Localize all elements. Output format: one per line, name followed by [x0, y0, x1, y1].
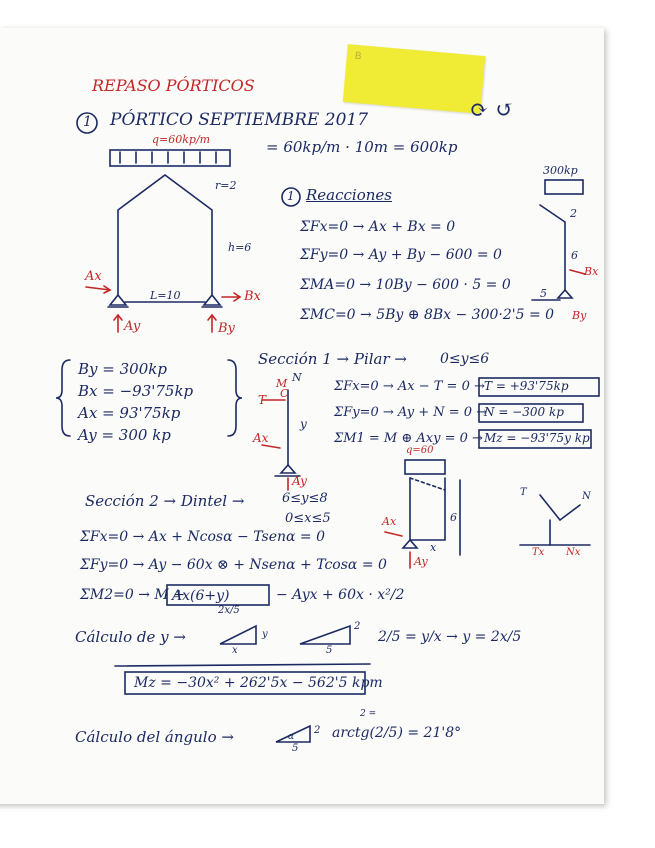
- section1-answer: T = +93'75kp: [484, 379, 569, 393]
- section2-ay-label: Ay: [414, 555, 428, 568]
- frame-ax-label: Ax: [85, 269, 102, 284]
- frame-bx-label: Bx: [244, 289, 261, 304]
- section2-range-x: 0≤x≤5: [285, 511, 331, 526]
- frame-h-label: h=6: [228, 241, 252, 254]
- section1-ay-label: Ay: [292, 474, 307, 488]
- section2-range-y: 6≤y≤8: [282, 491, 328, 506]
- section2-q-label: q=60: [406, 445, 434, 456]
- mini-frame: [540, 205, 565, 290]
- angle-five: 5: [292, 743, 299, 754]
- load-label: q=60kp/m: [152, 133, 211, 146]
- section2-moment-tail: − Ayx + 60x · x²/2: [276, 587, 405, 603]
- section1-c-label: C: [280, 387, 289, 400]
- angle-label: Cálculo del ángulo →: [75, 728, 234, 746]
- section1-eq: ΣFy=0 → Ay + N = 0 →: [334, 405, 488, 420]
- angle-two: 2: [314, 725, 321, 736]
- calc-y-label: Cálculo de y →: [75, 628, 186, 646]
- section1-n-label: N: [292, 371, 302, 384]
- reactions-number: 1: [287, 189, 295, 203]
- problem-header: PÓRTICO SEPTIEMBRE 2017: [110, 110, 369, 130]
- section2-heading: Sección 2 → Dintel →: [85, 492, 245, 510]
- force-nx-label: Nx: [566, 547, 581, 558]
- angle-alpha: α: [288, 732, 295, 742]
- problem-number: 1: [83, 114, 92, 130]
- reaction-eq: ΣMC=0 → 5By ⊕ 8Bx − 300·2'5 = 0: [300, 307, 555, 323]
- section2-ax-label: Ax: [382, 515, 397, 528]
- force-tx-label: Tx: [532, 547, 545, 558]
- calc-y-x: x: [232, 645, 238, 656]
- section1-range: 0≤y≤6: [440, 351, 490, 367]
- section2-eq: ΣFy=0 → Ay − 60x ⊗ + Nsenα + Tcosα = 0: [80, 557, 387, 573]
- reactions-heading: Reacciones: [306, 186, 392, 204]
- side-bx-label: Bx: [584, 265, 599, 278]
- section1-ax-label: Ax: [253, 431, 269, 445]
- section2-moment-box: Ax(6+y): [172, 588, 230, 604]
- side-two-label: 2: [570, 207, 577, 220]
- section1-eq: ΣM1 = M ⊕ Axy = 0 →: [334, 431, 483, 446]
- reaction-eq: ΣFy=0 → Ay + By − 600 = 0: [300, 247, 502, 263]
- result-bx: Bx = −93'75kp: [78, 382, 194, 400]
- force-n-label: N: [582, 491, 591, 502]
- load-block: [110, 150, 230, 166]
- section2-eq: ΣM2=0 → M +: [80, 587, 185, 603]
- section1-answer: N = −300 kp: [484, 405, 564, 419]
- section1-eq: ΣFx=0 → Ax − T = 0 →: [334, 379, 485, 394]
- calc-y-five: 5: [326, 645, 333, 656]
- calc-y-ratio: 2/5 = y/x → y = 2x/5: [378, 629, 522, 645]
- side-five-label: 5: [540, 287, 547, 300]
- angle-over: 2 =: [360, 709, 377, 719]
- result-ax: Ax = 93'75kp: [78, 404, 181, 422]
- calc-y-two: 2: [354, 621, 361, 632]
- side-six-label: 6: [571, 249, 578, 262]
- section1-t-label: T: [258, 393, 267, 407]
- section2-moment-sub: 2x/5: [218, 605, 240, 616]
- section1-y-label: y: [300, 417, 307, 431]
- sign-convention-icon: ⟳ ↺: [470, 98, 514, 123]
- reaction-eq: ΣMA=0 → 10By − 600 · 5 = 0: [300, 277, 511, 293]
- load-conversion: = 60kp/m · 10m = 600kp: [266, 138, 458, 156]
- side-by-label: By: [572, 309, 587, 322]
- section2-six-label: 6: [450, 511, 457, 524]
- result-by: By = 300kp: [78, 360, 167, 378]
- reaction-eq: ΣFx=0 → Ax + Bx = 0: [300, 219, 456, 235]
- frame-ay-label: Ay: [124, 319, 141, 334]
- section2-eq: ΣFx=0 → Ax + Ncosα − Tsenα = 0: [80, 529, 325, 545]
- angle-expression: arctg(2/5) = 21'8°: [332, 725, 462, 741]
- calc-y-y: y: [262, 629, 268, 640]
- section1-answer: Mz = −93'75y kp: [484, 431, 590, 445]
- portal-frame: [118, 175, 212, 295]
- sticky-mark: B: [354, 50, 363, 63]
- frame-r-label: r=2: [215, 179, 237, 192]
- frame-l-label: L=10: [150, 289, 181, 302]
- section1-m-label: M: [276, 377, 288, 390]
- page-title: REPASO PÓRTICOS: [92, 76, 255, 95]
- section2-x-label: x: [430, 541, 437, 554]
- final-moment: Mz = −30x² + 262'5x − 562'5 kpm: [134, 675, 383, 691]
- frame-by-label: By: [218, 321, 235, 336]
- result-ay: Ay = 300 kp: [78, 426, 171, 444]
- force-t-label: T: [520, 487, 527, 498]
- section1-heading: Sección 1 → Pilar →: [258, 350, 407, 368]
- side-load-label: 300kp: [543, 164, 578, 177]
